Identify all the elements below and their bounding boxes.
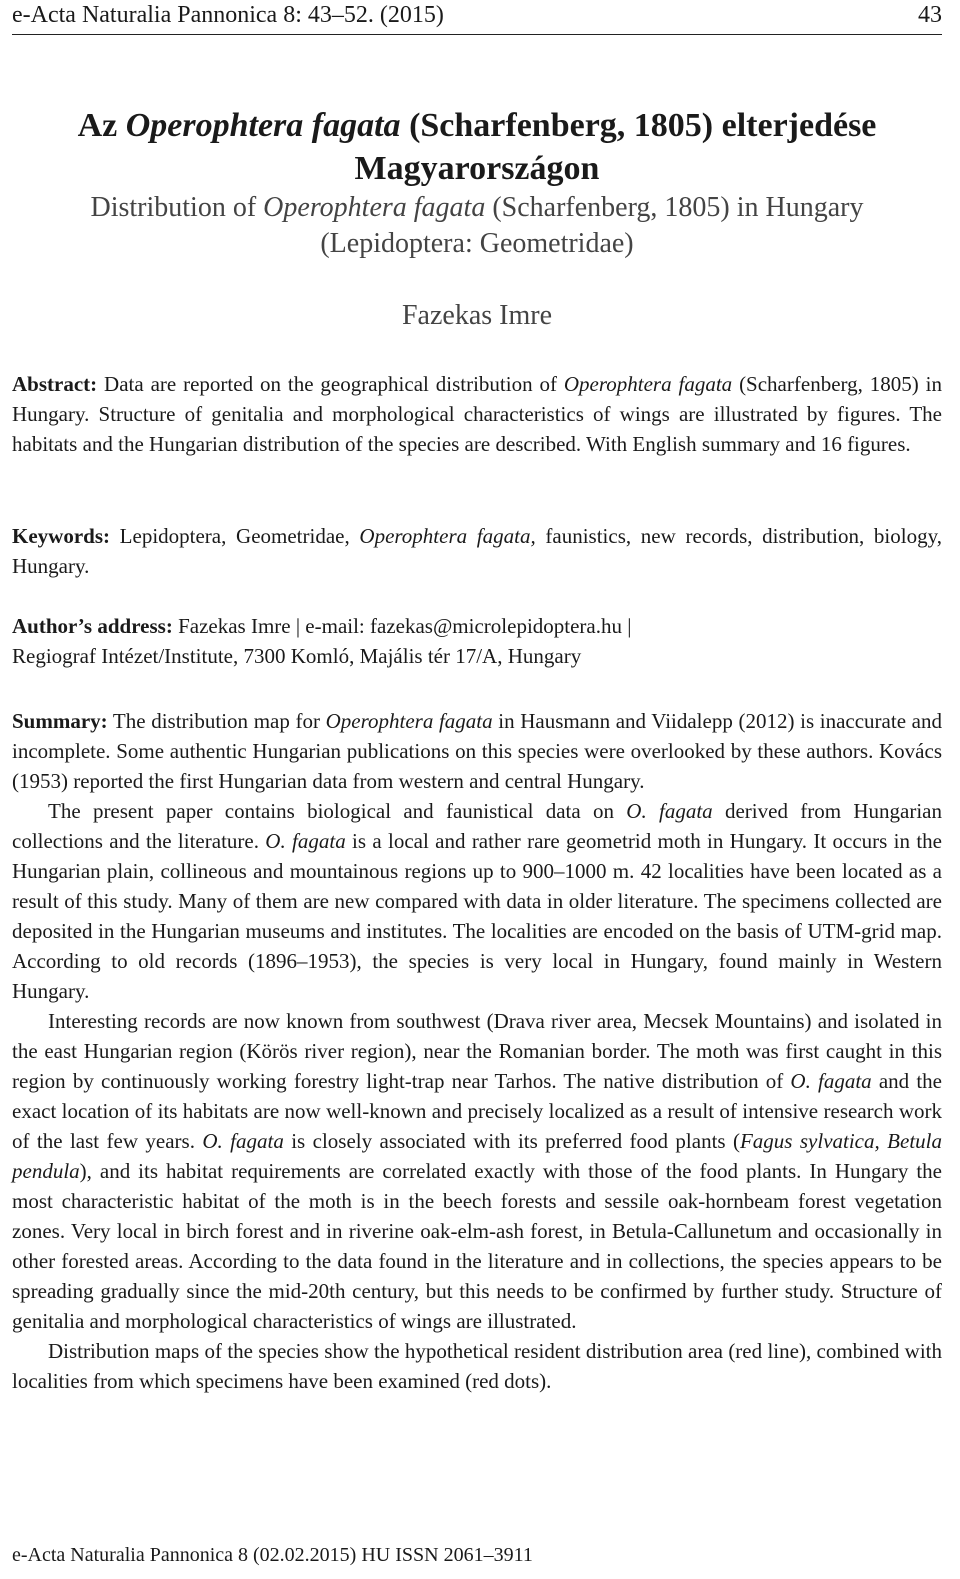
title-hungarian <box>12 104 942 190</box>
address-label: Author’s address: <box>12 614 173 638</box>
abstract <box>12 369 942 459</box>
title-hu-post: (Scharfenberg, 1805) elterjedése Magyarországon <box>354 107 877 187</box>
summary-paragraph-3 <box>12 1006 942 1336</box>
keywords-species: Operophtera fagata, <box>359 524 536 548</box>
title-english <box>12 190 942 262</box>
footer-citation: e-Acta Naturalia Pannonica 8 (02.02.2015) HU ISSN 2061–3911 <box>12 1544 533 1566</box>
summary-label: Summary: <box>12 709 108 733</box>
summary-paragraph-1 <box>12 706 942 796</box>
summary-paragraph-2 <box>12 796 942 1006</box>
keywords-text-1: Lepidoptera, Geometridae, <box>110 524 360 548</box>
summary-p3-text-1: Interesting records are now known from southwest (Drava river area, Mecsek Mountains) and isolated in the east Hungarian region (Körös river region), near the Romanian border. The moth was first caught in this region by continuously working forestry light-trap near Tarhos. The native distribution of <box>12 1009 942 1093</box>
journal-citation: e-Acta Naturalia Pannonica 8: 43–52. (2015) <box>12 2 444 28</box>
keywords-text-2: faunistics, new records, distribution, biology, Hungary. <box>12 524 942 578</box>
summary-p2-species-2: O. fagata <box>265 829 346 853</box>
author-name: Fazekas Imre <box>401 300 553 331</box>
paper-page <box>12 0 942 1579</box>
abstract-species: Operophtera fagata <box>563 372 733 396</box>
summary-p3-plant-1: Fagus sylvatica, <box>739 1129 880 1153</box>
summary-p3-species-1: O. fagata <box>790 1069 872 1093</box>
summary-p3-species-2: O. fagata <box>202 1129 284 1153</box>
abstract-text-1: Data are reported on the geographical distribution of <box>97 372 564 396</box>
abstract-text-2: (Scharfenberg, 1805) in Hungary. Structure of genitalia and morphological characteristics of wings are illustrated by figures. The habitats and the Hungarian distribution of the species are described. With English summary and 16 figures. <box>12 372 942 456</box>
summary-p1-text-2: in Hausmann and Viidalepp (2012) is inaccurate and incomplete. Some authentic Hungarian publications on this species were overlooked by these authors. Kovács (1953) reported the first Hungarian data from western and central Hungary. <box>12 709 942 793</box>
summary <box>12 706 942 1396</box>
title-en-pre: Distribution of <box>90 192 264 223</box>
author-address <box>12 611 942 671</box>
title-hu-species: Operophtera fagata <box>125 107 401 144</box>
summary-p3-text-3: is closely associated with its preferred food plants ( <box>283 1129 740 1153</box>
keywords-label: Keywords: <box>12 524 110 548</box>
title-hu-pre: Az <box>77 107 126 144</box>
summary-p2-text-2: derived from Hungarian collections and the literature. <box>12 799 942 853</box>
abstract-label: Abstract: <box>12 372 98 396</box>
running-head <box>12 0 942 35</box>
summary-p2-text-3: is a local and rather rare geometrid moth in Hungary. It occurs in the Hungarian plain, collineous and mountainous regions up to 900–1000 m. 42 localities have been located as a result of this study. Many of them are new compared with data in older literature. The specimens collected are deposited in the Hungarian museums and institutes. The localities are encoded on the basis of UTM-grid map. According to old records (1896–1953), the species is very local in Hungary, found mainly in Western Hungary. <box>12 829 942 1003</box>
summary-p1-text-1: The distribution map for <box>107 709 326 733</box>
title-en-species: Operophtera fagata <box>263 192 486 223</box>
summary-p2-species-1: O. fagata <box>626 799 713 823</box>
summary-paragraph-4: Distribution maps of the species show the hypothetical resident distribution area (red line), combined with localities from which specimens have been examined (red dots). <box>12 1339 942 1393</box>
page-number: 43 <box>918 2 942 28</box>
address-line-1: Fazekas Imre | e-mail: fazekas@microlepidoptera.hu | <box>172 614 632 638</box>
keywords <box>12 521 942 581</box>
summary-p2-text-1: The present paper contains biological and faunistical data on <box>48 799 627 823</box>
title-en-post: (Scharfenberg, 1805) in Hungary (Lepidoptera: Geometridae) <box>320 192 864 259</box>
summary-p3-text-2: and the exact location of its habitats are now well-known and precisely localized as a result of intensive research work of the last few years. <box>12 1069 942 1153</box>
summary-p3-plant-2: Betula pendula <box>12 1129 942 1183</box>
summary-p1-species: Operophtera fagata <box>325 709 493 733</box>
summary-p3-text-5: ), and its habitat requirements are correlated exactly with those of the food plants. In Hungary the most characteristic habitat of the moth is in the beech forests and sessile oak-hornbeam forest vegetation zones. Very local in birch forest and in riverine oak-elm-ash forest, in Betula-Callunetum and occasionally in other forested areas. According to the data found in the literature and in collections, the species appears to be spreading gradually since the mid-20th century, but this needs to be confirmed by further study. Structure of genitalia and morphological characteristics of wings are illustrated. <box>12 1159 942 1333</box>
address-line-2: Regiograf Intézet/Institute, 7300 Komló, Majális tér 17/A, Hungary <box>12 644 582 668</box>
